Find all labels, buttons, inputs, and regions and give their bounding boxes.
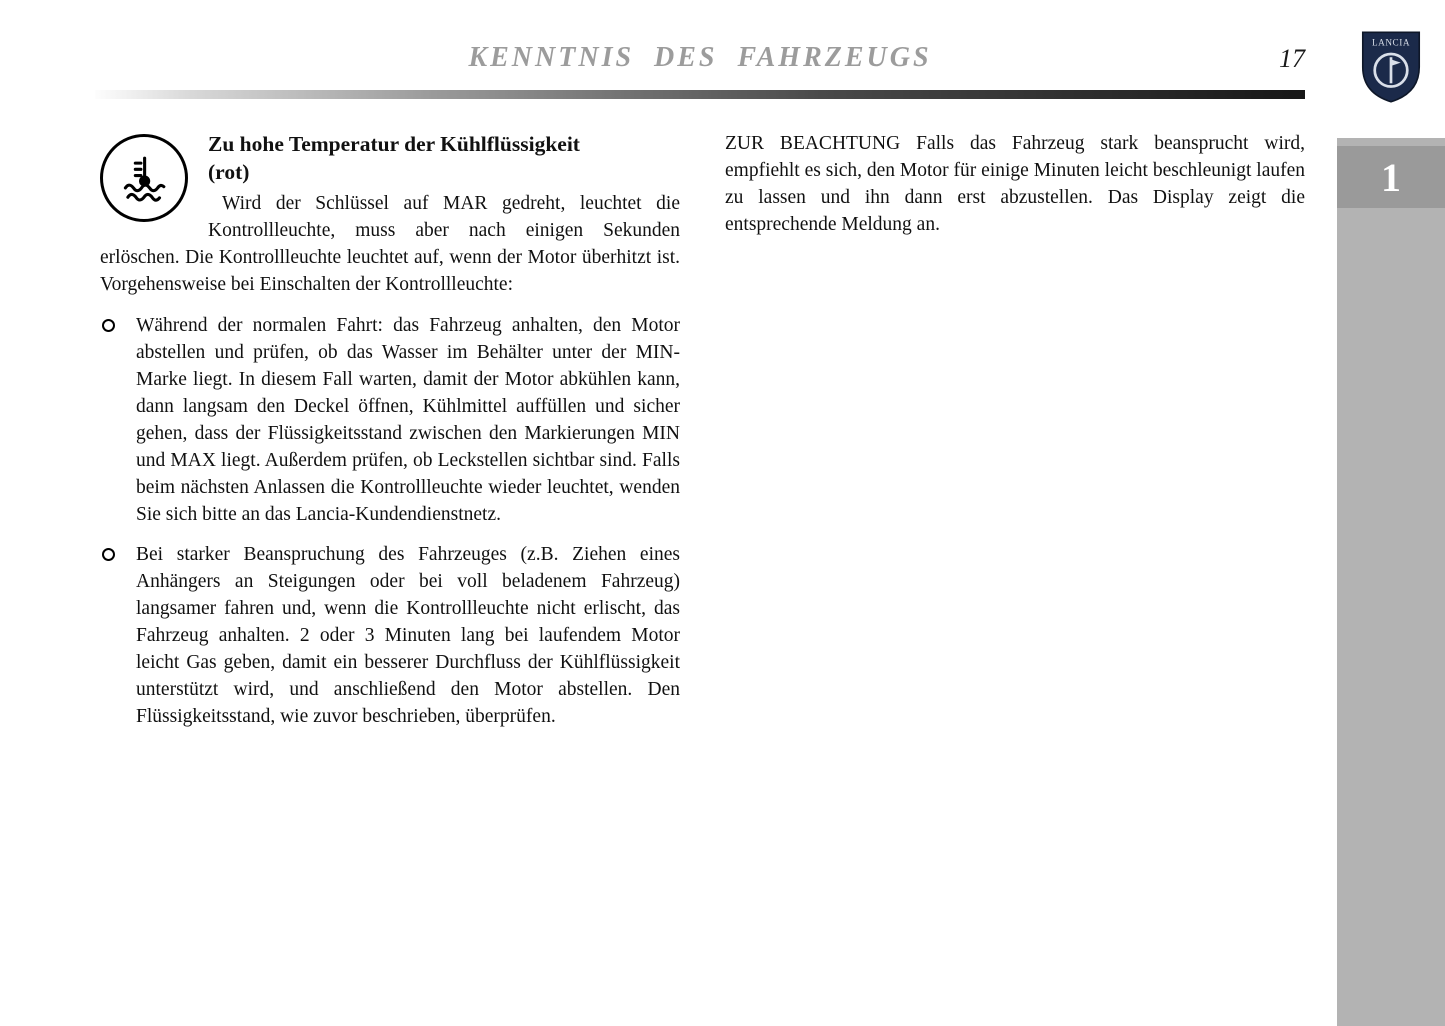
chapter-number: 1	[1381, 154, 1401, 200]
chapter-tab	[1337, 146, 1445, 208]
circle-bullet-icon	[102, 319, 115, 332]
circle-bullet-icon	[102, 548, 115, 561]
header-gradient-rule	[95, 90, 1305, 99]
brand-logo-box	[1337, 0, 1445, 138]
note-paragraph	[725, 130, 1305, 238]
coolant-temperature-warning-icon	[100, 134, 188, 222]
section-heading-note: (rot)	[208, 160, 250, 184]
list-item-text: Bei starker Beanspruchung des Fahrzeuges (z.B. Ziehen eines Anhängers an Steigungen oder bei voll beladenem Fahrzeug) langsamer fahren und, wenn die Kontrollleuchte nicht erlischt, das Fahrzeug anhalten. 2 oder 3 Minuten lang bei laufendem Motor leicht Gas geben, damit ein besserer Durchfluss der Kühlflüssigkeit unterstützt wird, und anschließend den Motor abstellen. Den Flüssigkeitsstand, wie zuvor beschrieben, überprüfen.	[136, 544, 680, 727]
page-content	[100, 130, 1305, 743]
page-number: 17	[1279, 44, 1305, 73]
logo-wordmark: LANCIA	[1371, 36, 1411, 47]
intro-paragraph: Wird der Schlüssel auf MAR gedreht, leuchtet die Kontrollleuchte, muss aber nach einigen Sekunden erlöschen. Die Kontrollleuchte leuchtet auf, wenn der Motor überhitzt ist. Vorgehensweise bei Einschalten der Kontrollleuchte:	[100, 193, 680, 295]
right-column	[725, 130, 1305, 743]
list-item	[100, 541, 680, 730]
list-item-text: Während der normalen Fahrt: das Fahrzeug anhalten, den Motor abstellen und prüfen, ob das Wasser im Behälter unter der MIN-Marke liegt. In diesem Fall warten, damit der Motor abkühlen kann, dann langsam den Deckel öffnen, Kühlmittel auffüllen und sicher gehen, dass der Flüssigkeitsstand zwischen den Markierungen MIN und MAX liegt. Außerdem prüfen, ob Leckstellen sichtbar sind. Falls beim nächsten Anlassen die Kontrollleuchte wieder leuchtet, wenden Sie sich bitte an das Lancia-Kundendienstnetz.	[136, 315, 680, 525]
bullet-list	[100, 312, 680, 730]
page-title: KENNTNIS DES FAHRZEUGS	[468, 42, 932, 73]
section-heading-text: Zu hohe Temperatur der Kühlflüssigkeit	[208, 132, 580, 156]
note-text: Falls das Fahrzeug stark beansprucht wird, empfiehlt es sich, den Motor für einige Minuten leicht beschleunigt laufen zu lassen und ihn dann erst abzustellen. Das Display zeigt die entsprechende Meldung an.	[725, 133, 1306, 235]
lancia-logo-icon	[1358, 29, 1424, 110]
chapter-sideband	[1337, 0, 1445, 1026]
list-item	[100, 312, 680, 528]
note-label: ZUR BEACHTUNG	[725, 133, 901, 154]
left-column	[100, 130, 680, 743]
